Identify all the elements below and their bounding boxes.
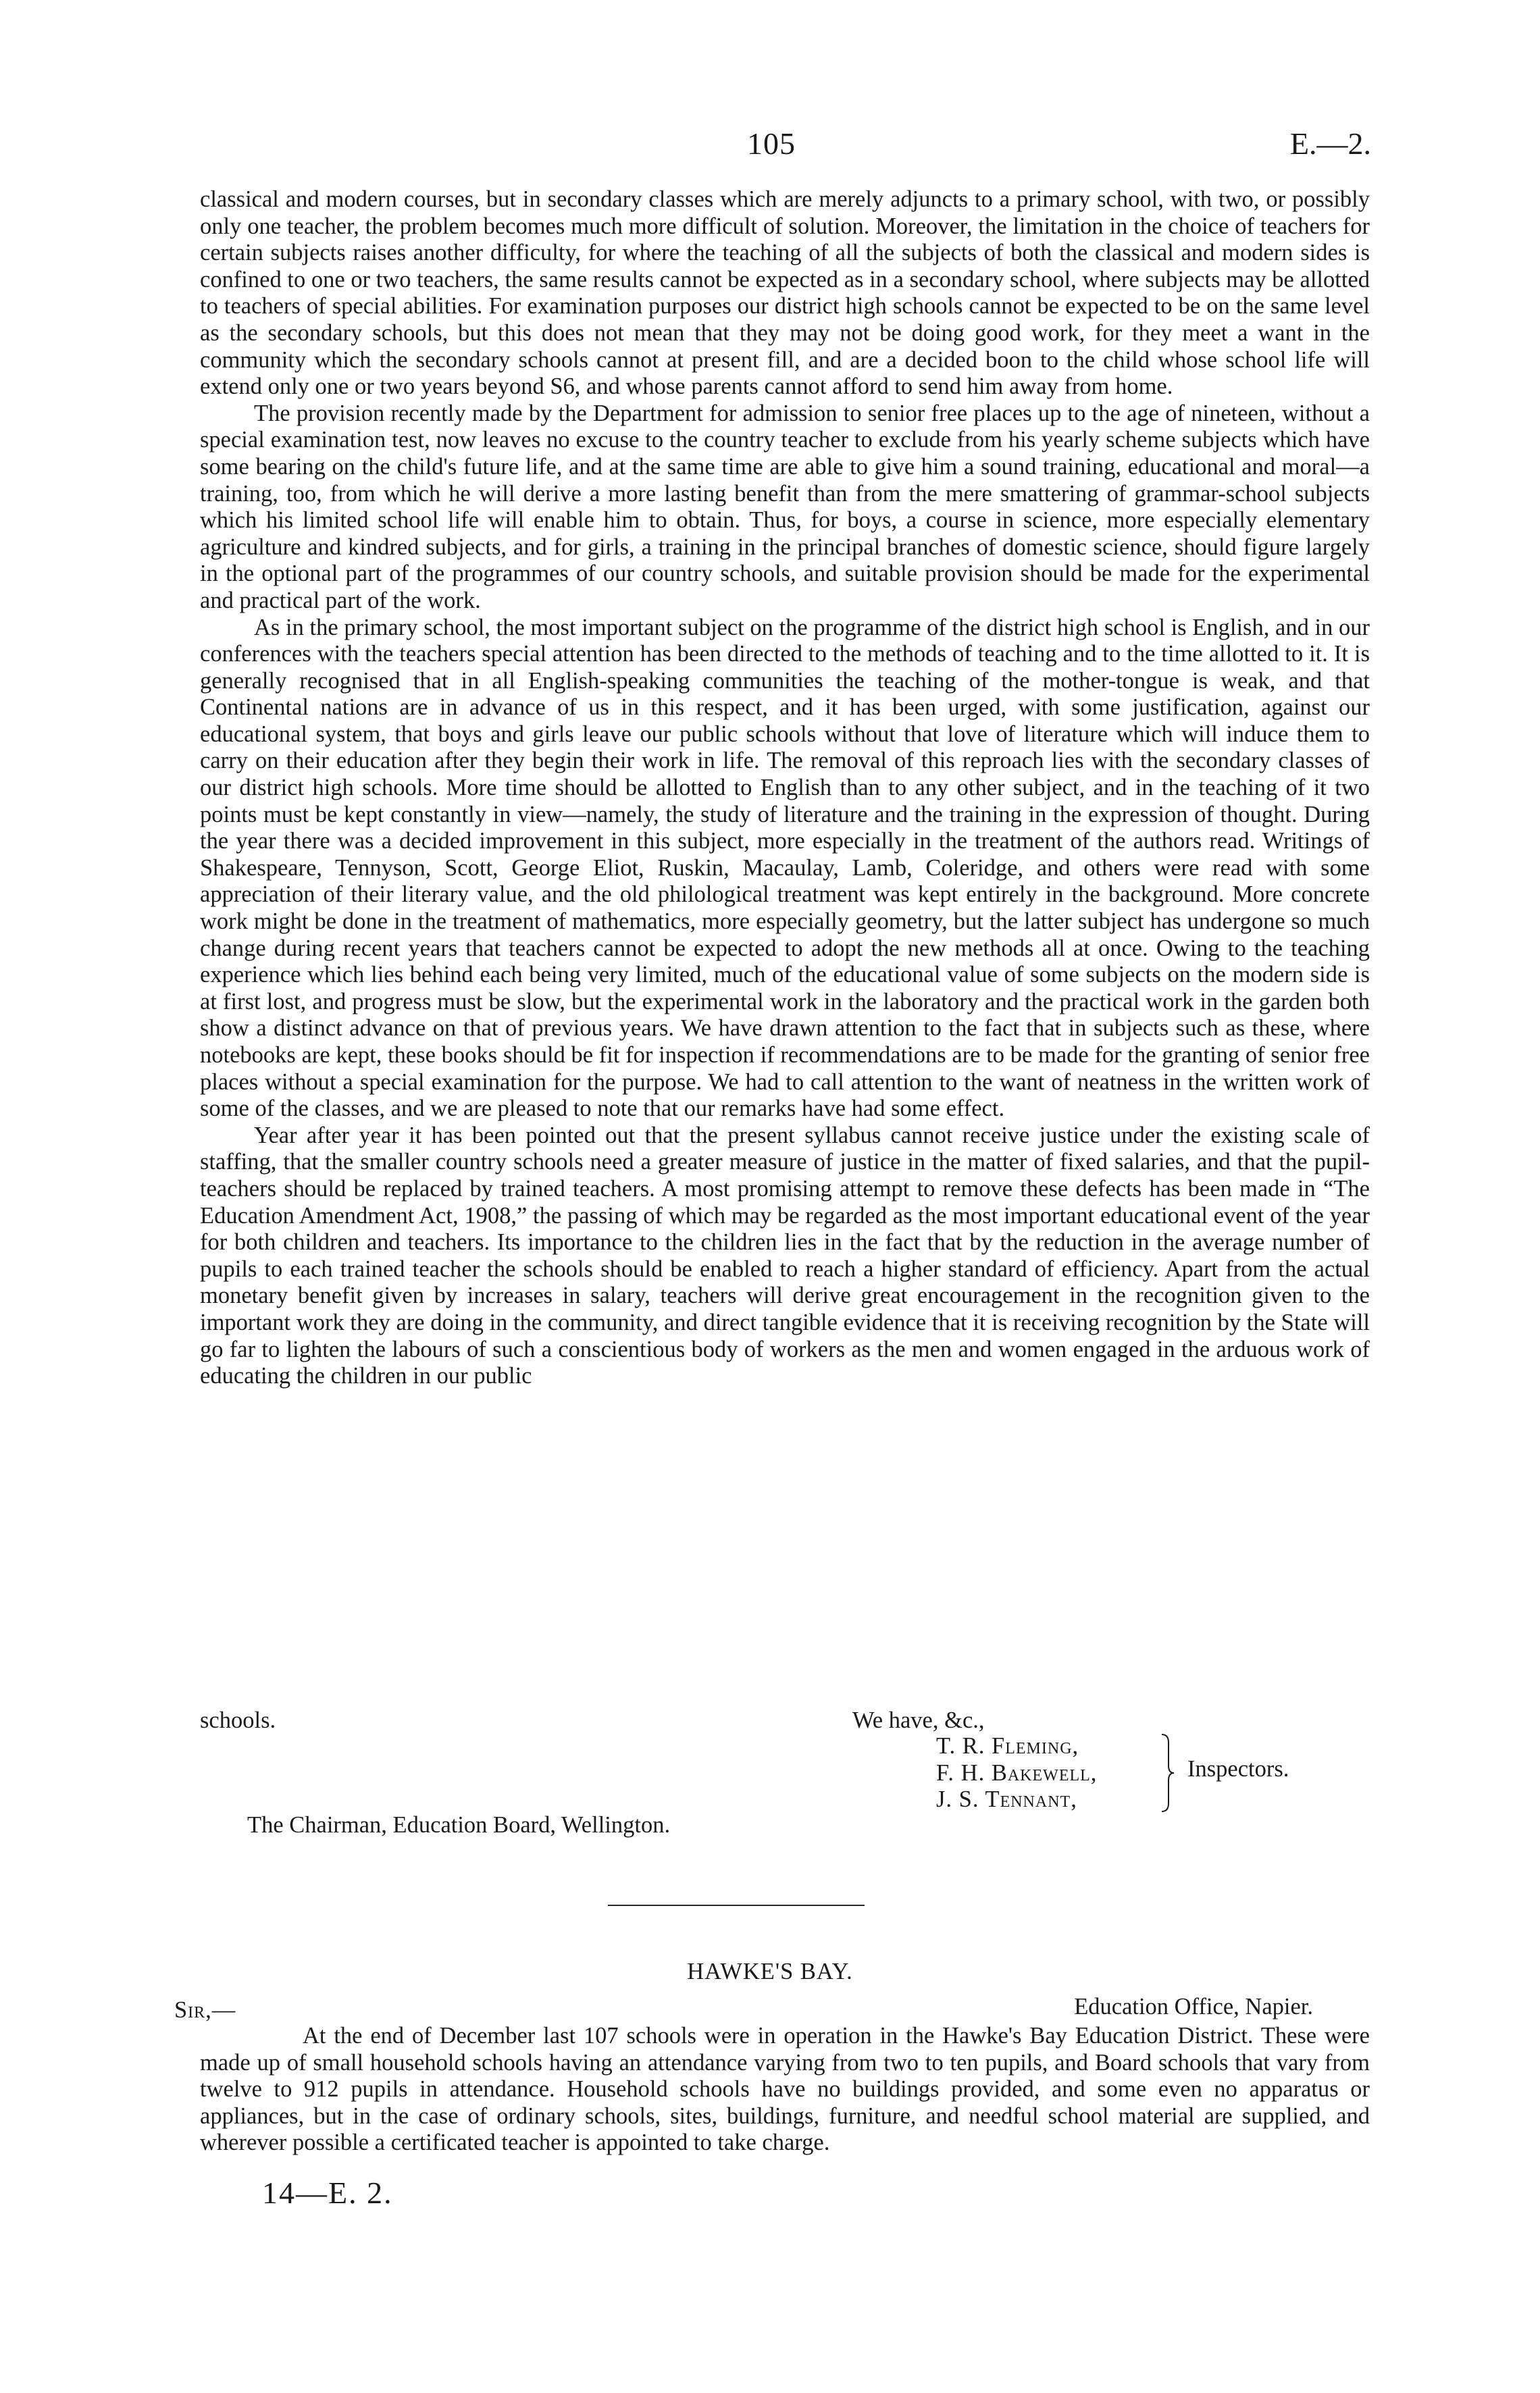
inspectors-label: Inspectors. xyxy=(1187,1756,1289,1782)
signatories xyxy=(936,1733,1097,1813)
signatory-tennant: J. S. Tennant, xyxy=(936,1786,1077,1813)
paragraph-3: As in the primary school, the most important subject on the programme of the district high school is English, and in our conferences with the teachers special attention has been directed to the methods of teaching and to the time allotted to it. It is generally recognised that in all English-speaking communities the teaching of the mother-tongue is weak, and that Continental nations are in advance of us in this respect, and it has been urged, with some justification, against our educational system, that boys and girls leave our public schools without that love of literature which will induce them to carry on their education after they begin their work in life. The removal of this reproach lies with the secondary classes of our district high schools. More time should be allotted to English than to any other subject, and in the teaching of it two points must be kept constantly in view—namely, the study of literature and the training in the expression of thought. During the year there was a decided improvement in this subject, more especially in the treatment of the authors read. Writings of Shakespeare, Tennyson, Scott, George Eliot, Ruskin, Macaulay, Lamb, Coleridge, and others were read with some appreciation of their literary value, and the old philological treatment was kept entirely in the background. More concrete work might be done in the treatment of mathematics, more especially geometry, but the latter subject has undergone so much change during recent years that teachers cannot be expected to adopt the new methods all at once. Owing to the teaching experience which lies behind each being very limited, much of the educational value of some subjects on the modern side is at first lost, and progress must be slow, but the experimental work in the laboratory and the practical work in the garden both show a distinct advance on that of previous years. We have drawn attention to the fact that in subjects such as these, where notebooks are kept, these books should be fit for inspection if recommendations are to be made for the granting of senior free places without a special examination for the purpose. We had to call attention to the want of neatness in the written work of some of the classes, and we are pleased to note that our remarks have had some effect. xyxy=(200,614,1370,1122)
signatory-bakewell: F. H. Bakewell, xyxy=(936,1759,1098,1786)
brace-icon xyxy=(1160,1733,1175,1813)
document-reference: E.—2. xyxy=(1289,126,1371,161)
page-number: 105 xyxy=(747,126,796,161)
section-divider xyxy=(608,1905,865,1906)
paragraph-4: Year after year it has been pointed out that the present syllabus cannot receive justice under the existing scale of staffing, that the smaller country schools need a greater measure of justice in the matter of fixed salaries, and that the pupil-teachers should be replaced by trained teachers. A most promising attempt to remove these defects has been made in “The Education Amendment Act, 1908,” the passing of which may be regarded as the most important educational event of the year for both children and teachers. Its importance to the children lies in the fact that by the reduction in the average number of pupils to each trained teacher the schools should be enabled to reach a higher standard of efficiency. Apart from the actual monetary benefit given by increases in salary, teachers will derive great encouragement in the recognition given to the important work they are doing in the community, and direct tangible evidence that it is receiving recognition by the State will go far to lighten the labours of such a conscientious body of workers as the men and women engaged in the arduous work of educating the children in our public xyxy=(200,1122,1370,1389)
addressee: The Chairman, Education Board, Wellington. xyxy=(247,1812,671,1838)
report-body xyxy=(200,186,1370,1390)
final-word: schools. xyxy=(200,1707,276,1733)
hawkes-bay-paragraph: At the end of December last 107 schools were in operation in the Hawke's Bay Education District. These were made up of small household schools having an attendance varying from two to ten pupils, and Board schools that vary from twelve to 912 pupils in attendance. Household schools have no buildings provided, and some even no apparatus or appliances, but in the case of ordinary schools, sites, buildings, furniture, and needful school material are supplied, and wherever possible a certificated teacher is appointed to take charge. xyxy=(200,2023,1370,2156)
closing-phrase: We have, &c., xyxy=(852,1707,985,1733)
salutation: Sir,— xyxy=(174,1997,236,2023)
section-heading: HAWKE'S BAY. xyxy=(687,1959,853,1984)
office-address: Education Office, Napier. xyxy=(1074,1994,1313,2019)
signatory-fleming: T. R. Fleming, xyxy=(936,1733,1079,1759)
paragraph-2: The provision recently made by the Department for admission to senior free places up to the age of nineteen, without a special examination test, now leaves no excuse to the country teacher to exclude from his yearly scheme subjects which have some bearing on the child's future life, and at the same time are able to give him a sound training, educational and moral—a training, too, from which he will derive a more lasting benefit than from the mere smattering of grammar-school subjects which his limited school life will enable him to obtain. Thus, for boys, a course in science, more especially elementary agriculture and kindred subjects, and for girls, a training in the principal branches of domestic science, should figure largely in the optional part of the programmes of our country schools, and suitable provision should be made for the experimental and practical part of the work. xyxy=(200,400,1370,613)
signature-mark: 14—E. 2. xyxy=(262,2176,393,2210)
hawkes-bay-body xyxy=(200,2023,1370,2157)
paragraph-1: classical and modern courses, but in secondary classes which are merely adjuncts to a primary school, with two, or possibly only one teacher, the problem becomes much more difficult of solution. Moreover, the limitation in the choice of teachers for certain subjects raises another difficulty, for where the teaching of all the subjects of both the classical and modern sides is confined to one or two teachers, the same results cannot be expected as in a secondary school, where subjects may be allotted to teachers of special abilities. For examination purposes our district high schools cannot be expected to be on the same level as the secondary schools, but this does not mean that they may not be doing good work, for they meet a want in the community which the secondary schools cannot at present fill, and are a decided boon to the child whose school life will extend only one or two years beyond S6, and whose parents cannot afford to send him away from home. xyxy=(200,186,1370,400)
